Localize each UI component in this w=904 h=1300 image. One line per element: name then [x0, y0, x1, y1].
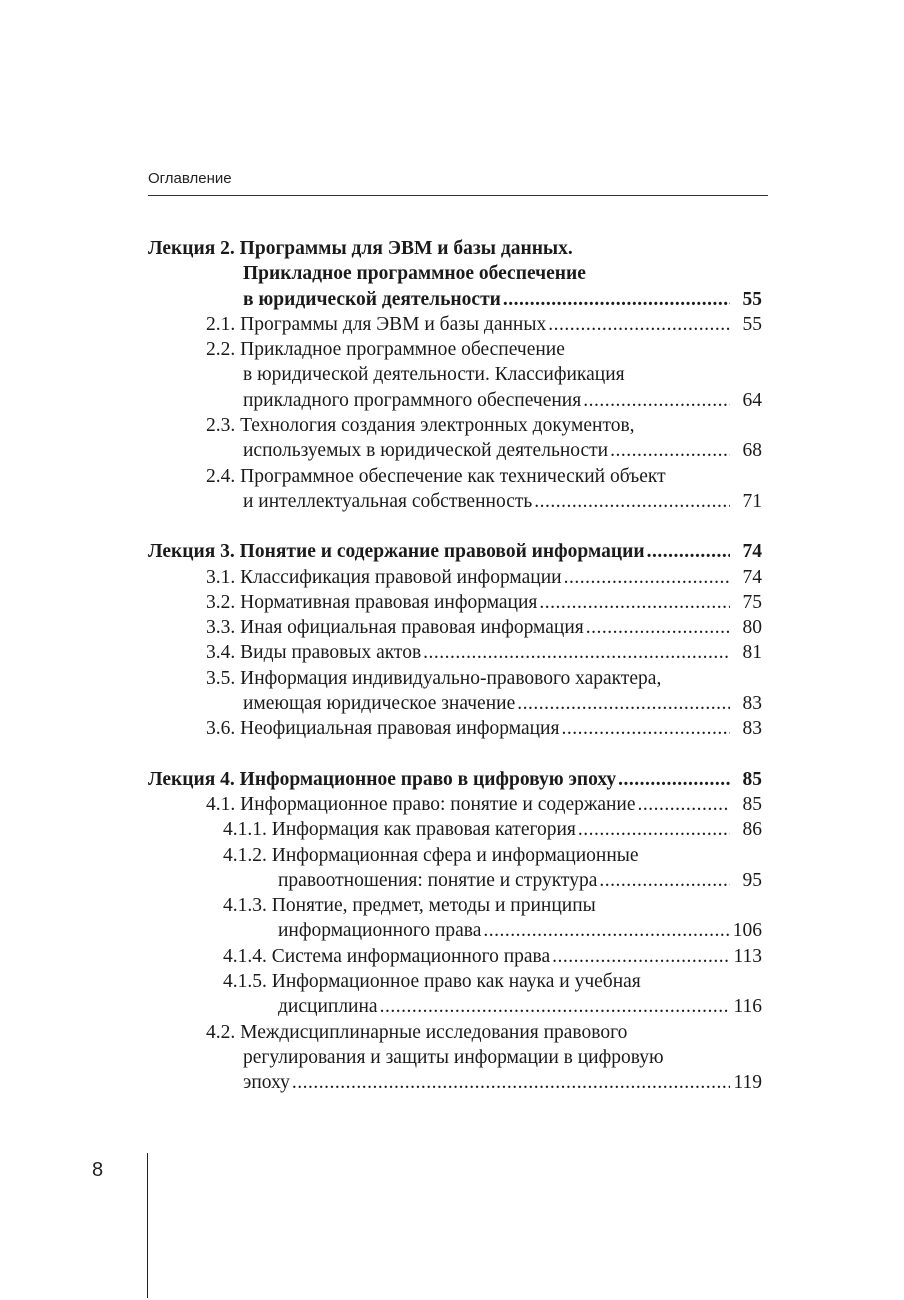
page-number: 8 [92, 1159, 104, 1181]
toc-entry-text: регулирования и защиты информации в цифровую [243, 1046, 664, 1068]
toc-entry-text: 3.1. Классификация правовой информации [206, 566, 562, 588]
dot-leader [380, 994, 730, 1019]
toc-entry[interactable] [148, 817, 762, 842]
dot-leader [561, 716, 730, 741]
toc-entry[interactable] [148, 489, 762, 514]
toc-entry-text: Лекция 2. Программы для ЭВМ и базы данных. [148, 238, 573, 259]
dot-leader [578, 817, 730, 842]
dot-leader [539, 590, 730, 615]
toc-entry[interactable] [148, 994, 762, 1019]
toc-entry[interactable] [148, 893, 762, 918]
toc-entry-text: Лекция 4. Информационное право в цифровую эпоху [148, 768, 617, 790]
toc-entry[interactable] [148, 413, 762, 438]
toc-entry-text: 2.2. Прикладное программное обеспечение [206, 339, 565, 361]
header-rule [148, 195, 768, 196]
toc-entry-text: используемых в юридической деятельности [243, 440, 609, 462]
toc-entry[interactable] [148, 590, 762, 615]
toc-entry[interactable] [148, 438, 762, 463]
toc-page-number: 113 [733, 945, 762, 967]
toc-page-number: 74 [742, 541, 762, 563]
dot-leader [583, 388, 730, 413]
toc-entry[interactable] [148, 1020, 762, 1045]
table-of-contents [148, 236, 762, 1096]
toc-entry-text: 2.3. Технология создания электронных документов, [206, 415, 635, 437]
toc-entry[interactable] [148, 716, 762, 741]
toc-entry-text: Лекция 3. Понятие и содержание правовой информации [148, 541, 645, 563]
toc-page-number: 116 [733, 996, 762, 1018]
toc-entry-text: в юридической деятельности [243, 288, 501, 310]
toc-page-number: 55 [742, 313, 762, 335]
dot-leader [647, 539, 730, 564]
toc-page-number: 119 [733, 1072, 762, 1094]
margin-rule [147, 1153, 148, 1298]
toc-page-number: 55 [742, 288, 762, 310]
toc-entry-text: 4.1.3. Понятие, предмет, методы и принципы [223, 895, 596, 917]
section-gap [148, 514, 762, 539]
dot-leader [599, 868, 730, 893]
toc-page-number: 83 [742, 718, 762, 740]
toc-entry-text: 4.2. Междисциплинарные исследования правового [206, 1021, 628, 1043]
toc-page-number: 81 [742, 642, 762, 664]
toc-entry-text: 4.1.2. Информационная сфера и информационные [223, 844, 639, 866]
toc-entry[interactable] [148, 615, 762, 640]
dot-leader [534, 489, 730, 514]
toc-entry[interactable] [148, 969, 762, 994]
toc-entry[interactable] [148, 1070, 762, 1095]
toc-entry-text: 3.4. Виды правовых актов [206, 642, 422, 664]
toc-entry-text: 3.6. Неофициальная правовая информация [206, 718, 560, 740]
toc-entry-text: 4.1.4. Система информационного права [223, 945, 551, 967]
dot-leader [517, 691, 730, 716]
toc-entry-text: 4.1. Информационное право: понятие и содержание [206, 793, 636, 815]
toc-page-number: 83 [742, 693, 762, 715]
dot-leader [552, 944, 730, 969]
toc-entry[interactable] [148, 918, 762, 943]
toc-entry[interactable] [148, 464, 762, 489]
lecture-heading[interactable] [148, 767, 762, 792]
toc-entry-text: 3.5. Информация индивидуально-правового характера, [206, 667, 662, 689]
toc-entry-text: дисциплина [278, 996, 378, 1018]
toc-page-number: 64 [742, 389, 762, 411]
dot-leader [423, 640, 730, 665]
dot-leader [586, 615, 730, 640]
lecture-heading[interactable] [148, 236, 762, 261]
toc-entry-text: и интеллектуальная собственность [243, 490, 533, 512]
toc-entry[interactable] [148, 261, 762, 286]
toc-entry-text: 3.3. Иная официальная правовая информация [206, 617, 584, 639]
toc-page-number: 71 [742, 490, 762, 512]
toc-entry-text: 3.2. Нормативная правовая информация [206, 591, 538, 613]
toc-entry[interactable] [148, 312, 762, 337]
running-title: Оглавление [148, 170, 232, 187]
toc-entry[interactable] [148, 868, 762, 893]
dot-leader [483, 918, 730, 943]
toc-entry-text: имеющая юридическое значение [243, 693, 516, 715]
toc-entry-text: 4.1.1. Информация как правовая категория [223, 819, 576, 841]
toc-entry[interactable] [148, 944, 762, 969]
toc-entry[interactable] [148, 565, 762, 590]
toc-entry-text: 2.1. Программы для ЭВМ и базы данных [206, 313, 547, 335]
toc-page-number: 106 [732, 920, 762, 942]
toc-entry-text: правоотношения: понятие и структура [278, 869, 598, 891]
toc-page-number: 86 [742, 819, 762, 841]
toc-page-number: 68 [742, 440, 762, 462]
toc-entry[interactable] [148, 287, 762, 312]
section-gap [148, 742, 762, 767]
toc-entry-text: эпоху [243, 1072, 290, 1094]
dot-leader [292, 1070, 730, 1095]
dot-leader [638, 792, 730, 817]
toc-page-number: 85 [742, 793, 762, 815]
lecture-heading[interactable] [148, 539, 762, 564]
toc-entry-text: информационного права [278, 920, 482, 942]
toc-page-number: 75 [742, 591, 762, 613]
toc-entry-text: Прикладное программное обеспечение [243, 263, 586, 285]
toc-entry[interactable] [148, 792, 762, 817]
toc-entry-text: 2.4. Программное обеспечение как технический объект [206, 465, 666, 487]
dot-leader [503, 287, 730, 312]
toc-entry-text: 4.1.5. Информационное право как наука и учебная [223, 971, 641, 993]
toc-entry[interactable] [148, 666, 762, 691]
dot-leader [548, 312, 730, 337]
toc-page-number: 85 [742, 768, 762, 790]
toc-entry[interactable] [148, 691, 762, 716]
toc-entry-text: прикладного программного обеспечения [243, 389, 582, 411]
toc-entry[interactable] [148, 337, 762, 362]
toc-entry[interactable] [148, 1045, 762, 1070]
toc-entry[interactable] [148, 388, 762, 413]
toc-page-number: 95 [742, 869, 762, 891]
toc-entry[interactable] [148, 843, 762, 868]
toc-entry[interactable] [148, 362, 762, 387]
toc-entry[interactable] [148, 640, 762, 665]
toc-page-number: 80 [742, 617, 762, 639]
toc-page-number: 74 [742, 566, 762, 588]
dot-leader [610, 438, 730, 463]
toc-entry-text: в юридической деятельности. Классификация [243, 364, 625, 386]
dot-leader [618, 767, 730, 792]
dot-leader [564, 565, 730, 590]
